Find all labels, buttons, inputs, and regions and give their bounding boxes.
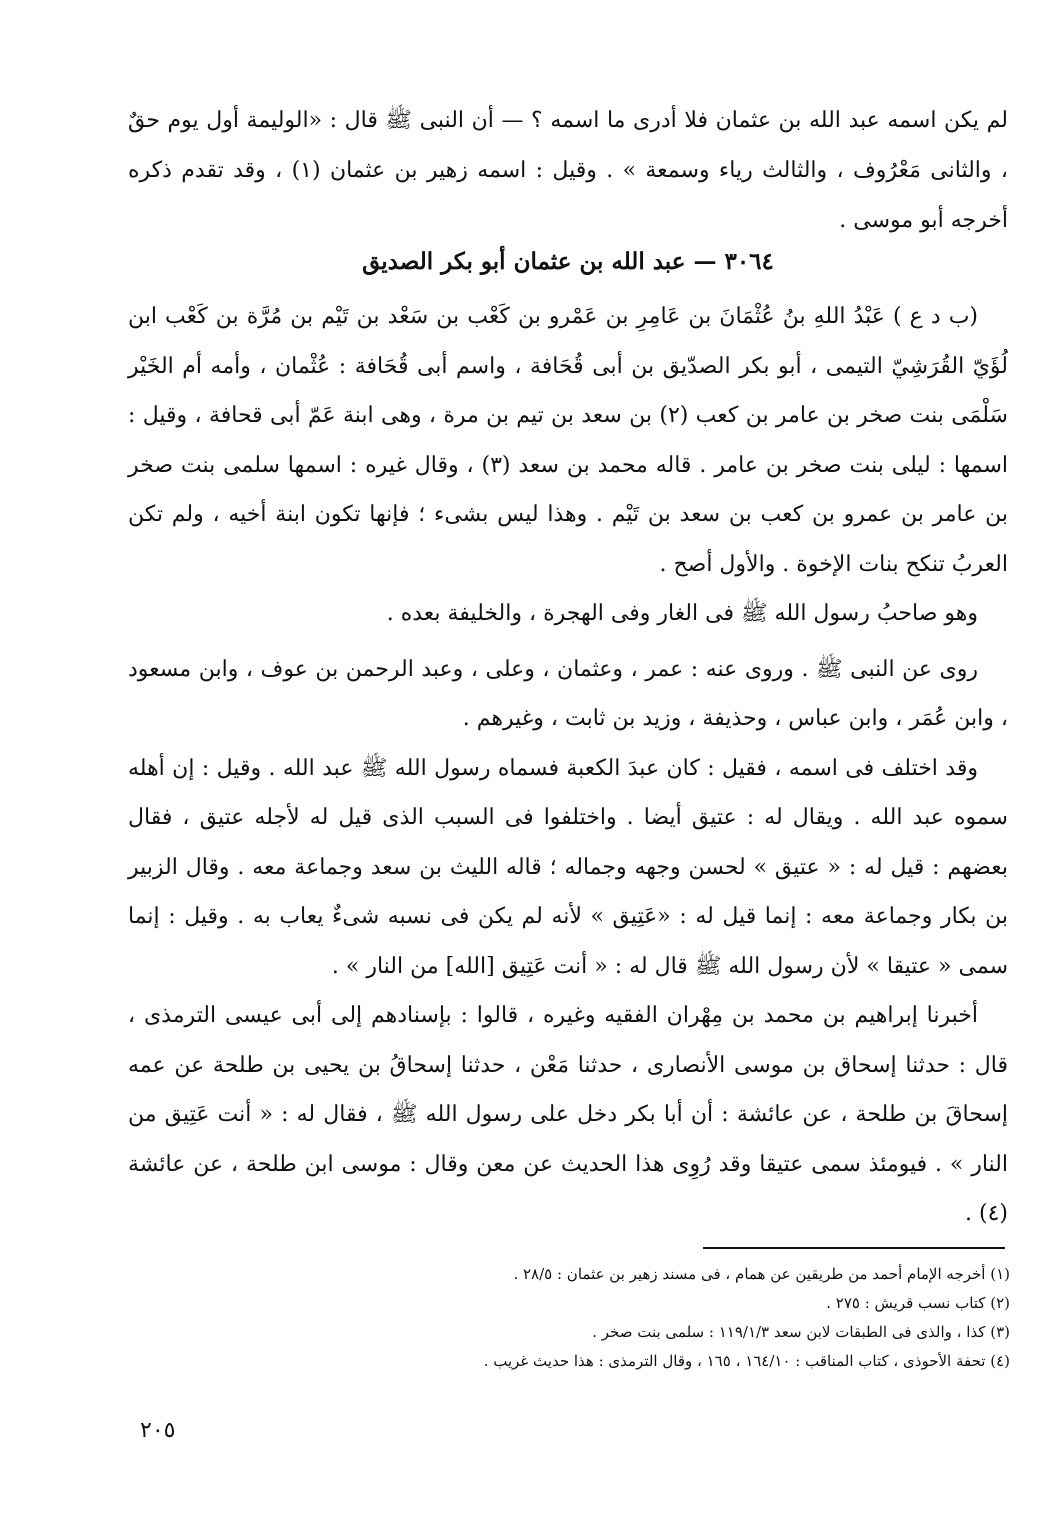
entry-body bbox=[128, 292, 1008, 1239]
footnote-4: (٤) تحفة الأحوذى ، كتاب المناقب : ١٦٤/١٠ ، ١٦٥ ، وقال الترمذى : هذا حديث غريب . bbox=[483, 1352, 1010, 1370]
footnote-divider bbox=[703, 1247, 1005, 1249]
paragraph-name-origin: وقد اختلف فى اسمه ، فقيل : كان عبدَ الكعبة فسماه رسول الله ﷺ عبد الله . وقيل : إن أهله سموه عبد الله . ويقال له : عتيق أيضا . واختلفوا فى السبب الذى قيل له لأجله عتيق ، فقال بعضهم : قيل له : « عتيق » لحسن وجهه وجماله ؛ قاله الليث بن سعد وجماعة معه . وقال الزبير بن بكار وجماعة معه : إنما قيل له : «عَتِيق » لأنه لم يكن فى نسبه شىءٌ يعاب به . وقيل : إنما سمى « عتيقا » لأن رسول الله ﷺ قال له : « أنت عَتِيق [الله] من النار » . bbox=[128, 755, 1008, 979]
paragraph-companion: وهو صاحبُ رسول الله ﷺ فى الغار وفى الهجرة ، والخليفة بعده . bbox=[386, 601, 978, 626]
footnote-1: (١) أخرجه الإمام أحمد من طريقين عن همام ، فى مسند زهير بن عثمان : ٢٨/٥ . bbox=[513, 1265, 1010, 1283]
entry-heading: ٣٠٦٤ — عبد الله بن عثمان أبو بكر الصديق bbox=[362, 248, 774, 275]
intro-text-block bbox=[128, 96, 1008, 246]
footnote-3: (٣) كذا ، والذى فى الطبقات لابن سعد ١١٩/١/٣ : سلمى بنت صخر . bbox=[592, 1323, 1010, 1341]
paragraph-narrators: روى عن النبى ﷺ . وروى عنه : عمر ، وعثمان ، وعلى ، وعبد الرحمن بن عوف ، وابن مسعود ، وابن عُمَر ، وابن عباس ، وحذيفة ، وزيد بن ثابت ، وغيرهم . bbox=[128, 656, 1008, 731]
footnote-2: (٢) كتاب نسب قريش : ٢٧٥ . bbox=[826, 1294, 1010, 1312]
paragraph-lineage: (ب د ع ) عَبْدُ اللهِ بنُ عُثْمَانَ بن عَامِرِ بن عَمْرو بن كَعْب بن سَعْد بن تَيْم بن مُرَّة بن كَعْب ابن لُؤَيّ القُرَشِيّ التيمى ، أبو بكر الصدّيق بن أبى قُحَافة ، واسم أبى قُحَافة : عُثْمان ، وأمه أم الخَيْر سَلْمَى بنت صخر بن عامر بن كعب (٢) بن سعد بن تيم بن مرة ، وهى ابنة عَمّ أبى قحافة ، وقيل : اسمها : ليلى بنت صخر بن عامر . قاله محمد بن سعد (٣) ، وقال غيره : اسمها سلمى بنت صخر بن عامر بن عمرو بن كعب بن سعد بن تَيْم . وهذا ليس بشىء ؛ فإنها تكون ابنة أخيه ، ولم تكن العربُ تنكح بنات الإخوة . والأول أصح . bbox=[128, 304, 1008, 577]
page-number: ٢٠٥ bbox=[140, 1418, 176, 1443]
paragraph-isnad: أخبرنا إبراهيم بن محمد بن مِهْران الفقيه وغيره ، قالوا : بإسنادهم إلى أبى عيسى الترمذى ، قال : حدثنا إسحاق بن موسى الأنصارى ، حدثنا مَعْن ، حدثنا إسحاقُ بن يحيى بن طلحة عن عمه إسحاقَ بن طلحة ، عن عائشة : أن أبا بكر دخل على رسول الله ﷺ ، فقال له : « أنت عَتِيق من النار » . فيومئذ سمى عتيقا وقد رُوِى هذا الحديث عن معن وقال : موسى ابن طلحة ، عن عائشة (٤) . bbox=[128, 1003, 1008, 1226]
footnotes bbox=[330, 1260, 1010, 1376]
intro-paragraph: لم يكن اسمه عبد الله بن عثمان فلا أدرى ما اسمه ؟ — أن النبى ﷺ قال : «الوليمة أول يوم حقٌ ، والثانى مَعْرُوف ، والثالث رياء وسمعة » . وقيل : اسمه زهير بن عثمان (١) ، وقد تقدم ذكره أخرجه أبو موسى . bbox=[128, 108, 1009, 233]
